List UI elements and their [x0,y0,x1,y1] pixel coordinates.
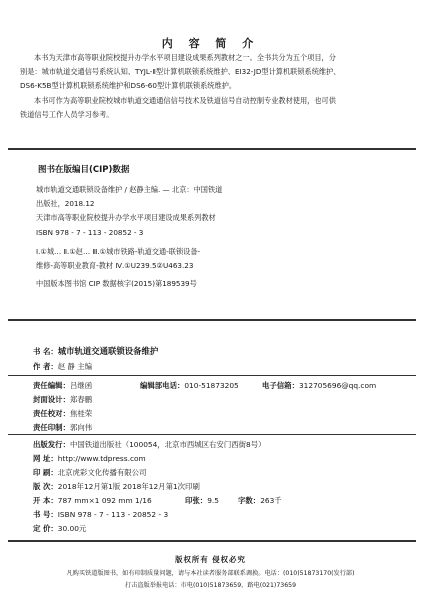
book-title: 城市轨道交通联锁设备维护 [57,346,159,356]
publisher-row [33,439,265,450]
word-count-value: 263千 [260,496,282,505]
price-row [33,523,86,534]
cip-line-4: ISBN 978 - 7 - 113 - 20852 - 3 [36,227,144,237]
section-divider [8,375,416,376]
sheets-label: 印张： [185,496,208,505]
word-count-row [238,495,282,506]
copyright-heading: 版权所有 侵权必究 [175,555,246,564]
edition-row [33,481,200,492]
email-value: 312705696@qq.com [298,381,377,390]
print-manager-row [33,422,92,433]
book-title-label: 书 名： [33,347,58,356]
printer-row [33,467,146,478]
quality-notice: 凡购买铁道版图书，如有印制质量问题，请与本社读者服务部联系调换。电话：(010)51873170(发行部) [66,570,355,577]
summary-heading: 内 容 简 介 [161,37,260,50]
author-row [33,361,92,372]
summary-paragraph-2 [20,94,408,122]
sheets-row [185,495,219,506]
printer-value: 北京虎彩文化传播有限公司 [57,468,147,477]
sheets-value: 9.5 [207,496,219,505]
editorial-phone-value: 010-51873205 [184,381,239,390]
publisher-value: 中国铁道出版社（100054，北京市西城区右安门西街8号） [69,440,266,449]
proofreader-label: 责任校对： [33,409,70,418]
edition-value: 2018年12月第1版 2018年12月第1次印刷 [57,482,200,491]
editor-label: 责任编辑： [33,381,70,390]
book-title-row [33,345,158,357]
edition-label: 版 次： [33,482,58,491]
proofreader-row [33,408,92,419]
summary-line-3: DS6-K5B型计算机联锁系统维护和DS6-60型计算机联锁系统维护。 [20,81,237,90]
cip-line-7: 中国版本图书馆 CIP 数据核字(2015)第189539号 [36,279,197,289]
print-manager-value: 郭向伟 [69,423,93,432]
cip-line-2: 出版社，2018.12 [36,199,95,209]
summary-line-1: 本书为天津市高等职业院校提升办学水平项目建设成果系列教材之一。全书共分为五个项目，分 [34,53,336,62]
cover-design-value: 郑春鹏 [69,395,93,404]
website-row [33,453,146,464]
piracy-hotline: 打击盗版举报电话：市电(010)51873659，路电(021)73659 [124,582,297,589]
cip-line-6: 维修-高等职业教育-教材 Ⅳ.①U239.5②U463.23 [36,261,194,271]
format-value: 787 mm×1 092 mm 1/16 [57,496,152,505]
section-divider [8,540,416,542]
cip-heading: 图书在版编目(CIP)数据 [38,165,130,175]
email-row [262,380,376,391]
editorial-phone-row [140,380,239,391]
isbn-label: 书 号： [33,510,58,519]
word-count-label: 字数： [238,496,261,505]
email-label: 电子信箱： [262,381,299,390]
proofreader-value: 焦桂荣 [69,409,93,418]
cip-line-5: Ⅰ.①城… Ⅱ.①赵… Ⅲ.①城市铁路-轨道交通-联锁设备- [36,246,201,256]
cip-record [36,183,366,291]
editorial-phone-label: 编辑部电话： [140,381,185,390]
website-label: 网 址： [33,454,58,463]
editor-row [33,380,92,391]
summary-line-4: 本书可作为高等职业院校城市轨道交通通信信号技术及铁道信号自动控制专业教材使用，也可供 [34,96,336,105]
publisher-label: 出版发行： [33,440,70,449]
format-label: 开 本： [33,496,58,505]
website-value: http://www.tdpress.com [57,454,146,463]
summary-paragraph-1 [20,51,408,93]
price-value: 30.00元 [57,524,87,533]
editor-value: 吕继函 [69,381,93,390]
author-label: 作 者： [33,362,58,371]
printer-label: 印 刷： [33,468,58,477]
cover-design-row [33,394,92,405]
section-divider [8,434,416,435]
section-divider [8,148,416,150]
price-label: 定 价： [33,524,58,533]
cover-design-label: 封面设计： [33,395,70,404]
author-value: 赵 静 主编 [57,362,93,371]
cip-line-3: 天津市高等职业院校提升办学水平项目建设成果系列教材 [36,213,216,223]
isbn-value: ISBN 978 - 7 - 113 - 20852 - 3 [57,510,169,519]
format-row [33,495,152,506]
isbn-row [33,509,168,520]
cip-line-1: 城市轨道交通联锁设备维护 / 赵静主编. — 北京：中国铁道 [36,185,223,194]
section-divider [8,319,416,321]
summary-line-5: 铁道信号工作人员学习参考。 [20,110,114,119]
print-manager-label: 责任印制： [33,423,70,432]
summary-line-2: 别是：城市轨道交通信号系统认知、TYJL-Ⅱ型计算机联锁系统维护、EI32-JD型计算机联锁系统维护、 [20,67,341,76]
